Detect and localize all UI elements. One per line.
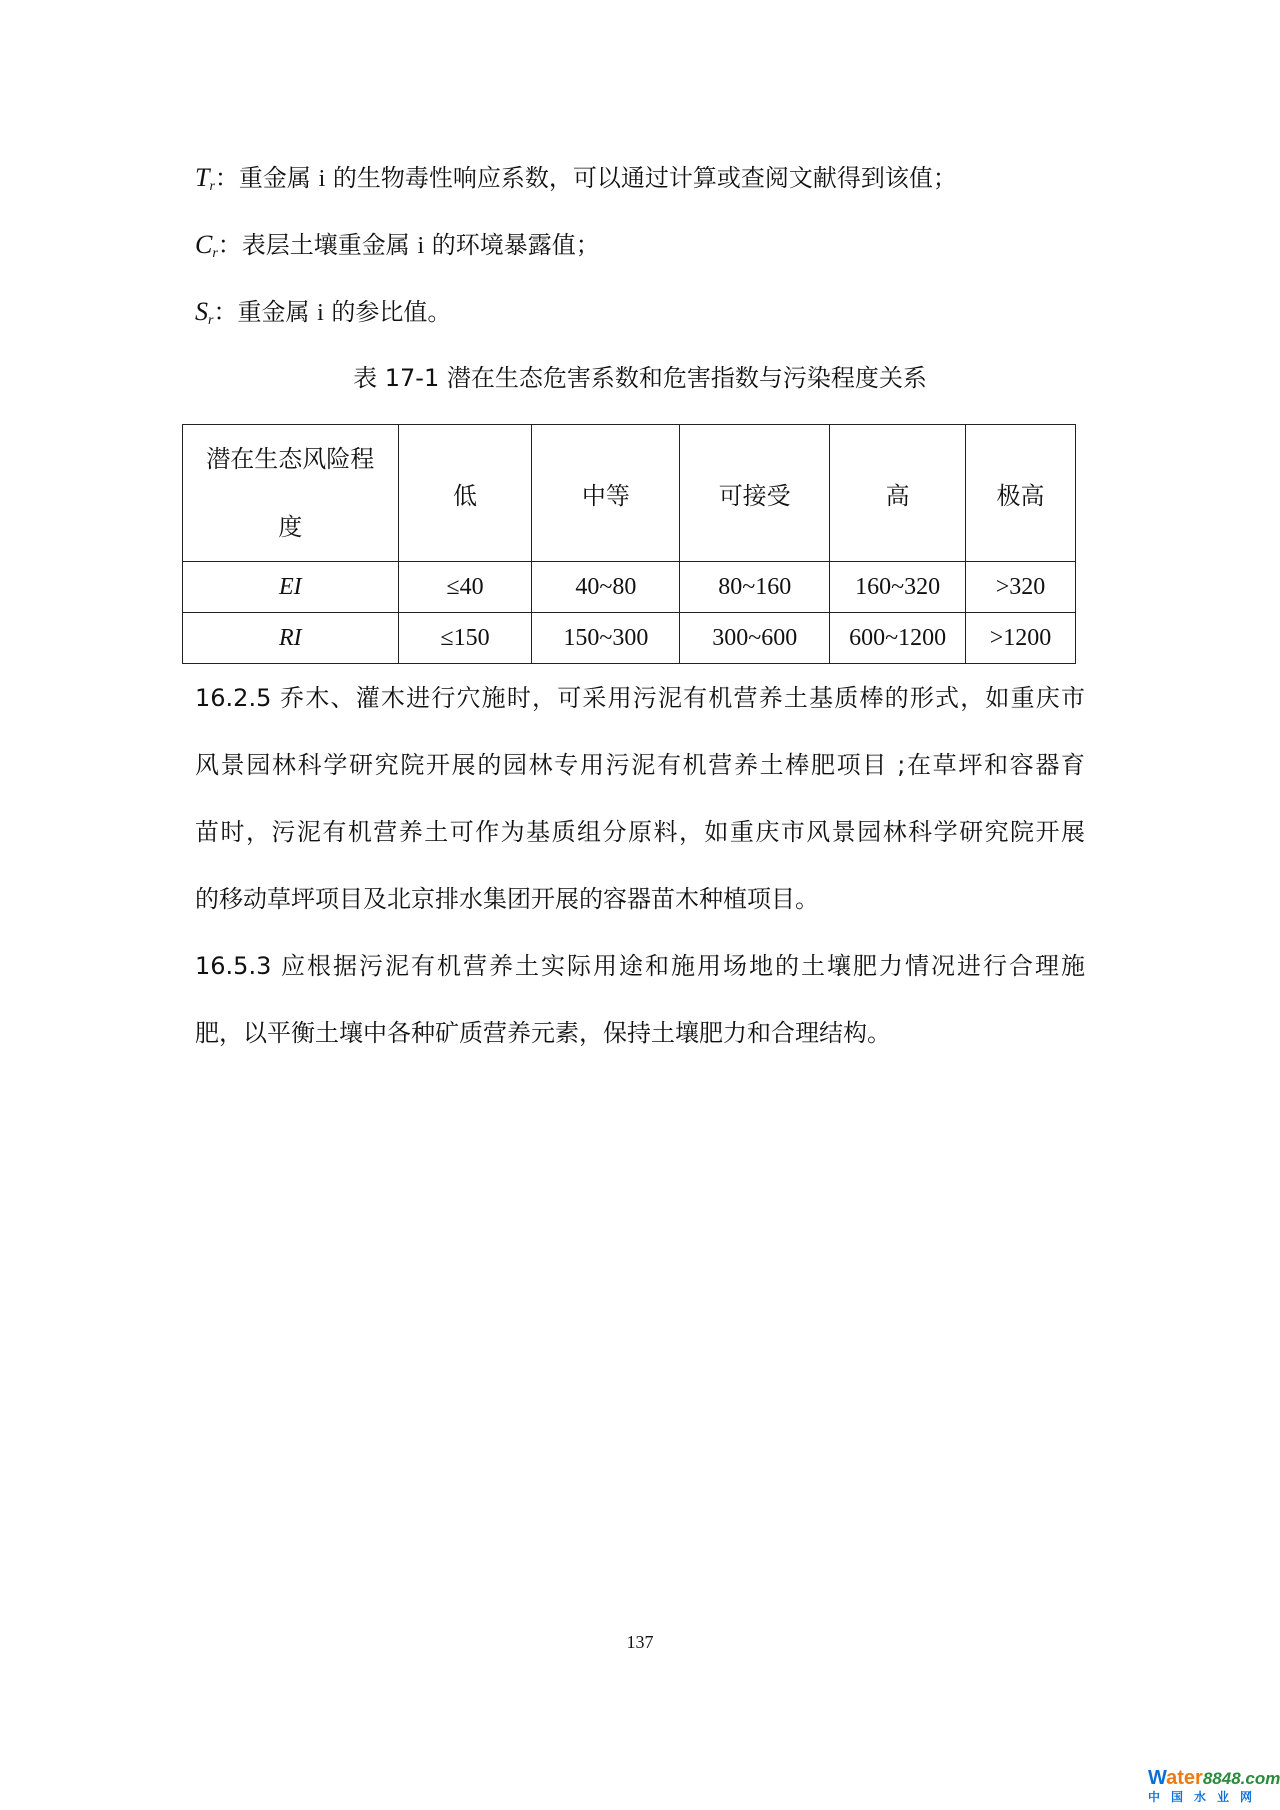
table-row: [183, 613, 1076, 664]
row-label-ei: EI: [183, 562, 399, 613]
definition-text: ：重金属: [213, 298, 318, 326]
table-cell: 150~300: [532, 613, 680, 664]
variable-i: i: [317, 300, 324, 326]
header-very-high: 极高: [966, 425, 1076, 562]
risk-table: [182, 424, 1076, 664]
row-label-ri: RI: [183, 613, 399, 664]
table-cell: ≤150: [398, 613, 532, 664]
variable-i: i: [417, 233, 425, 259]
header-risk-level: 潜在生态风险程 度: [183, 425, 399, 562]
watermark-logo: Water8848.com 中国水业网: [1148, 1767, 1280, 1804]
symbol-c: $C_r$: [195, 230, 218, 261]
paragraph-16-5-3-line: 肥，以平衡土壤中各种矿质营养元素，保持土壤肥力和合理结构。: [195, 1019, 891, 1047]
table-row: [183, 562, 1076, 613]
table-cell: 40~80: [532, 562, 680, 613]
definition-text: 的环境暴露值；: [424, 231, 600, 259]
table-cell: 600~1200: [830, 613, 966, 664]
paragraph-16-2-5-line: 16.2.5 乔木、灌木进行穴施时，可采用污泥有机营养土基质棒的形式，如重庆市: [195, 684, 1085, 712]
definition-tr: [195, 162, 957, 203]
table-cell: 160~320: [830, 562, 966, 613]
paragraph-16-2-5-line: 苗时，污泥有机营养土可作为基质组分原料，如重庆市风景园林科学研究院开展: [195, 818, 1085, 846]
table-header-row: [183, 425, 1076, 562]
table-cell: >320: [966, 562, 1076, 613]
definition-sr: [195, 296, 451, 337]
paragraph-16-2-5-line: 的移动草坪项目及北京排水集团开展的容器苗木种植项目。: [195, 885, 819, 913]
definition-text: ：表层土壤重金属: [217, 231, 418, 259]
symbol-s: $S_r$: [195, 297, 214, 328]
paragraph-16-2-5-line: 风景园林科学研究院开展的园林专用污泥有机营养土棒肥项目 ;在草坪和容器育: [195, 751, 1085, 779]
table-cell: ≤40: [398, 562, 532, 613]
header-high: 高: [830, 425, 966, 562]
table-cell: 300~600: [680, 613, 830, 664]
definition-text: ：重金属: [214, 164, 319, 192]
definition-text: 的生物毒性响应系数，可以通过计算或查阅文献得到该值；: [325, 164, 957, 192]
page-number: 137: [626, 1632, 654, 1652]
table-cell: >1200: [966, 613, 1076, 664]
variable-i: i: [318, 166, 326, 192]
header-acceptable: 可接受: [680, 425, 830, 562]
definition-text: 的参比值。: [323, 298, 452, 326]
table-caption: 表 17-1 潜在生态危害系数和危害指数与污染程度关系: [353, 364, 927, 392]
paragraph-16-5-3-line: 16.5.3 应根据污泥有机营养土实际用途和施用场地的土壤肥力情况进行合理施: [195, 952, 1085, 980]
symbol-t: $T_r$: [195, 163, 215, 194]
header-low: 低: [398, 425, 532, 562]
table-cell: 80~160: [680, 562, 830, 613]
header-medium: 中等: [532, 425, 680, 562]
definition-cr: [195, 229, 600, 270]
